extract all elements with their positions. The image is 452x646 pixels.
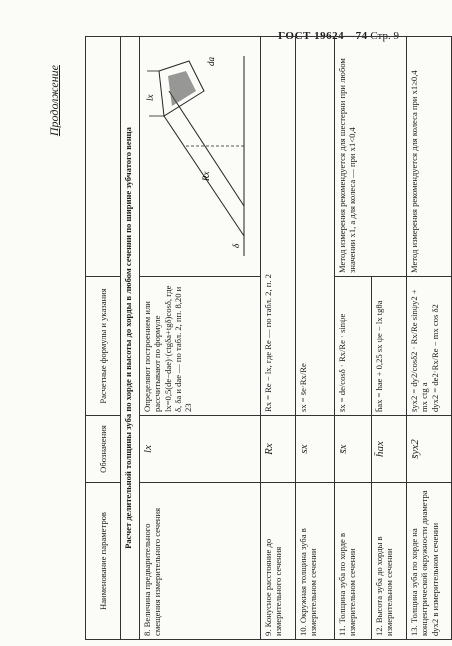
sketch-label-d: da <box>206 57 216 67</box>
row-formula-main: s̄yx2 = dy2/cosδ2 · Rx/Re sinψy2 + mx ctg a <box>409 289 430 412</box>
row-formula: h̄ax = hae + 0,25 sx ψe − lx tgθa <box>372 277 407 416</box>
page-number: 9 <box>393 30 399 42</box>
section-title-row <box>121 37 140 640</box>
row-name: 9. Конусное расстояние до измерительного сечения <box>261 483 296 640</box>
row-symbol: Rx <box>261 416 296 483</box>
row-symbol: h̄ax <box>372 416 407 483</box>
table-row <box>140 37 261 640</box>
row-name: 8. Величина предварительного смещения измерительного сечения <box>140 483 261 640</box>
page-label: Стр. <box>370 30 391 42</box>
row-formula: sx = s̄e·Rx/Re <box>296 37 335 416</box>
row-note: Метод измерения рекомендуется для шестерни при любом значении x1, а для колеса — при x1<0,4 <box>335 37 407 277</box>
sketch-label-a: lx <box>145 95 155 102</box>
col-header-extra <box>86 37 121 277</box>
row-note: Метод измерения рекомендуется для колеса при x1≥0,4 <box>407 37 452 277</box>
table-row <box>335 37 372 640</box>
row-formula <box>407 277 452 416</box>
row-name: 11. Толщина зуба по хорде в измерительном сечении <box>335 483 372 640</box>
gear-sketch-cell <box>140 37 261 277</box>
sketch-label-b: Rx <box>201 172 211 182</box>
table-row <box>261 37 296 640</box>
standard-number: ГОСТ 19624—74 <box>278 30 368 42</box>
rotated-page <box>47 57 440 640</box>
row-symbol: s̄x <box>335 416 372 483</box>
row-symbol: lx <box>140 416 261 483</box>
row-name: 10. Окружная толщина зуба в измерительном сечении <box>296 483 335 640</box>
gear-parameters-table <box>85 36 452 640</box>
sketch-label-c: δ <box>231 244 241 249</box>
section-title: Расчет делительной толщины зуба по хорде и высоты до хорды в любом сечении по ширине зубчатого венца <box>121 37 140 640</box>
table-row <box>296 37 335 640</box>
row-name: 13. Толщина зуба по хорде на концентрической окружности диаметра dyx2 в измерительном сечении <box>407 483 452 640</box>
col-header-symbol: Обозначения <box>86 416 121 483</box>
row-name: 12. Высота зуба до хорды в измерительном сечении <box>372 483 407 640</box>
row-formula: Определяют построением или рассчитывают по формуле lx=0,5(de−dae)·(ctgδa+tgδ)cosδ, где δ, δa и dae — по табл. 2, пп. 8,20 и 23 <box>140 277 261 416</box>
row-symbol: s̄yx2 <box>407 416 452 483</box>
col-header-name: Наименование параметров <box>86 483 121 640</box>
continuation-label: Продолжение <box>47 65 61 137</box>
row-formula: s̄x = de/cosδ · Rx/Re · sinψe <box>335 277 372 416</box>
table-header-row <box>86 37 121 640</box>
row-symbol: sx <box>296 416 335 483</box>
col-header-formula: Расчетные формулы и указания <box>86 277 121 416</box>
row-formula-secondary: dyx2 = de2·Rx/Re − mx cos δ2 <box>429 304 440 412</box>
gear-tooth-sketch <box>144 47 254 267</box>
row-formula: Rx = Re − lx, где Re — по табл. 2, п. 2 <box>261 37 296 416</box>
table-row <box>407 37 452 640</box>
